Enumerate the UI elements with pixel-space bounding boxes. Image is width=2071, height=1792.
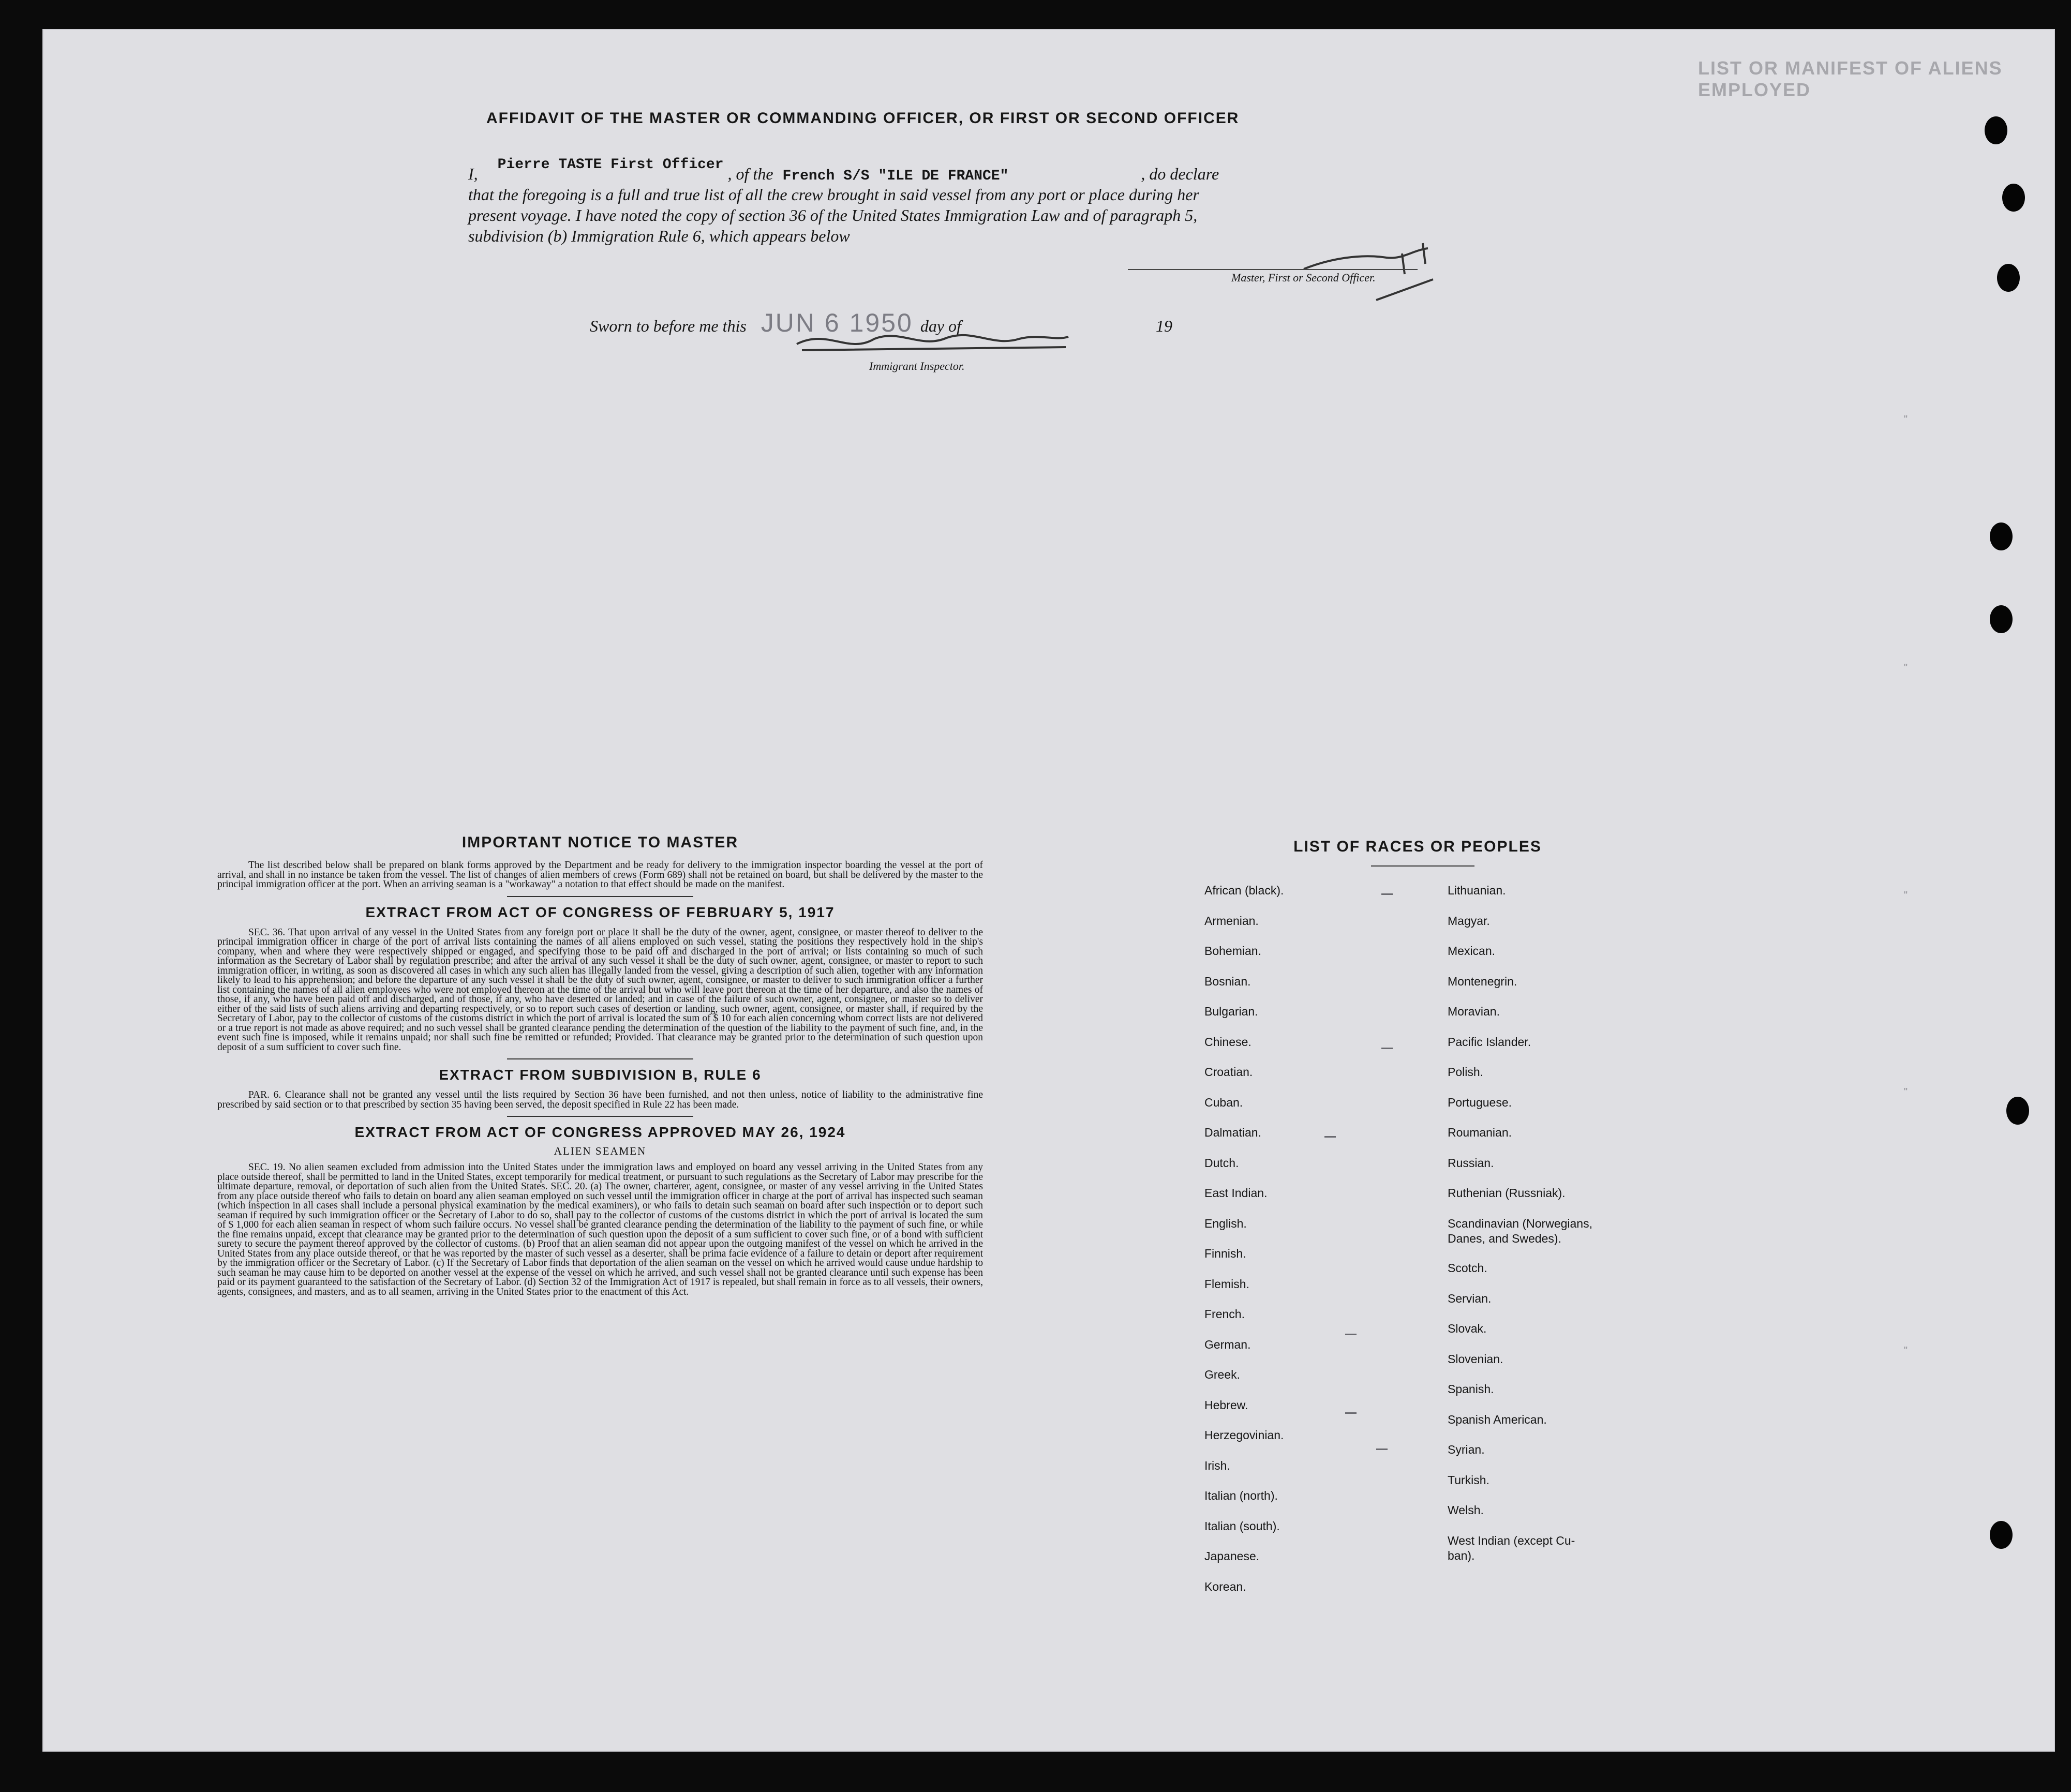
race-item: Bulgarian.	[1204, 1005, 1258, 1018]
race-item: Slovak.	[1448, 1322, 1487, 1335]
notice-column	[217, 834, 983, 1297]
extract-rule6-title: EXTRACT FROM SUBDIVISION B, RULE 6	[439, 1067, 762, 1083]
race-item: Slovenian.	[1448, 1352, 1503, 1366]
date-stamp: JUN 6 1950	[761, 308, 913, 337]
edge-mark: "	[1904, 414, 1908, 425]
race-item: German.	[1204, 1337, 1251, 1351]
race-item: Italian (north).	[1204, 1489, 1278, 1502]
punch-hole	[2002, 184, 2025, 212]
race-item: Scandinavian (Norwegians, Danes, and Swedes).	[1448, 1216, 1592, 1245]
race-item: Flemish.	[1204, 1277, 1249, 1291]
affidavit-line-4: subdivision (b) Immigration Rule 6, which appears below	[468, 227, 850, 245]
race-item: East Indian.	[1204, 1186, 1268, 1200]
affidavit-line-1: I, Pierre TASTE First Officer , of the French S/S "ILE DE FRANCE" , do declare	[468, 157, 1219, 184]
extract-1917-body: SEC. 36. That upon arrival of any vessel in the United States from any foreign port or place it shall be the duty of the owner, agent, consignee, or master thereof to deliver to the principal immigration officer in charge of the port of arrival lists containing the names of all aliens employed on such vessel, stating the positions they respectively hold in the ship's company, when and where they were respectively shipped or engaged, and specifying those to be paid off and discharged in the port of arrival; or lists containing so much of such information as the Secretary of Labor shall by regulation prescribe; and after the arrival of any such vessel it shall be the duty of such owner, agent, consignee, or master to report to such immigration officer, in writing, as soon as discovered all cases in which any such alien has illegally landed from the vessel, giving a description of such alien, together with any information likely to lead to his apprehension; and before the departure of any such vessel it shall be the duty of such owner, agent, consignee, or master to deliver to such immigration officer a further list containing the names of all alien employees who were not employed thereon at the time of the arrival but who will leave port thereon at the time of her departure, and also the names of those, if any, who have been paid off and discharged, and of those, if any, who have deserted or landed; and in case of the failure of such owner, agent, consignee, or master so to deliver either of the said lists of such aliens arriving and departing respectively, or so to report such cases of desertion or landing, such owner, agent, consignee, or master shall, if required by the Secretary of Labor, pay to the collector of customs of the customs district in which the port of arrival is located the sum of $ 10 for each alien concerning whom correct lists are not delivered or a true report is not made as above required; and no such vessel shall be granted clearance pending the determination of the question of the liability to the payment of such fine, and, in the event such fine is imposed, while it remains unpaid; nor shall such fine be remitted or refunded; Provided. That clearance may be granted prior to the determination of such question upon deposit of a sum sufficient to cover such fine.	[217, 927, 983, 1053]
punch-hole	[2006, 1097, 2029, 1125]
race-item: Turkish.	[1448, 1473, 1489, 1487]
punch-hole	[1990, 522, 2013, 550]
bleedthrough-text: LIST OR MANIFEST OF ALIENS EMPLOYED	[1698, 57, 2003, 100]
race-item: Irish.	[1204, 1458, 1230, 1472]
race-item: Roumanian.	[1448, 1126, 1512, 1139]
race-item: Bosnian.	[1204, 974, 1251, 988]
edge-mark: "	[1904, 1086, 1908, 1098]
race-item: Welsh.	[1448, 1503, 1484, 1517]
edge-mark: "	[1904, 662, 1908, 674]
race-item: Ruthenian (Russniak).	[1448, 1186, 1566, 1200]
race-item: Magyar.	[1448, 914, 1490, 928]
punch-hole	[1990, 605, 2013, 633]
extract-rule6-body: PAR. 6. Clearance shall not be granted any vessel until the lists required by Section 36 have been furnished, and not then unless, notice of liability to the administrative fine prescribed by said section or to that prescribed by section 35 having been served, the deposit specified in Rule 22 has been made.	[217, 1089, 983, 1110]
inspector-signature	[786, 318, 1076, 365]
race-item: Mexican.	[1448, 944, 1496, 958]
race-item: Japanese.	[1204, 1549, 1260, 1563]
race-item: Chinese.	[1204, 1035, 1251, 1049]
race-item: Spanish American.	[1448, 1412, 1547, 1426]
races-title: LIST OF RACES OR PEOPLES	[1293, 838, 1542, 855]
divider	[507, 1058, 693, 1059]
divider	[1371, 865, 1474, 867]
race-item: Armenian.	[1204, 914, 1259, 928]
race-item: Servian.	[1448, 1291, 1492, 1305]
race-item: Bohemian.	[1204, 944, 1261, 958]
race-item: Montenegrin.	[1448, 974, 1517, 988]
affidavit-title: AFFIDAVIT OF THE MASTER OR COMMANDING OFFICER, OR FIRST OR SECOND OFFICER	[486, 110, 1240, 127]
race-item: Dutch.	[1204, 1156, 1239, 1170]
race-item: Polish.	[1448, 1065, 1484, 1079]
race-item: African (black).	[1204, 884, 1284, 897]
edge-mark: "	[1904, 890, 1908, 901]
extract-1924-title: EXTRACT FROM ACT OF CONGRESS APPROVED MAY 26, 1924	[354, 1124, 846, 1140]
race-item: Spanish.	[1448, 1382, 1494, 1396]
race-item: Moravian.	[1448, 1005, 1500, 1018]
race-item: Korean.	[1204, 1579, 1246, 1593]
race-item: Cuban.	[1204, 1095, 1243, 1109]
leader-dash	[1345, 1334, 1357, 1335]
sworn-line: Sworn to before me this JUN 6 1950 day of 19	[590, 308, 1172, 337]
race-item: Lithuanian.	[1448, 884, 1506, 897]
officer-name: Pierre TASTE First Officer	[497, 157, 724, 173]
race-item: Croatian.	[1204, 1065, 1253, 1079]
race-item: Herzegovinian.	[1204, 1428, 1284, 1442]
race-item: Finnish.	[1204, 1247, 1246, 1260]
affidavit-line-3: present voyage. I have noted the copy of section 36 of the United States Immigration Law and of paragraph 5,	[468, 206, 1198, 225]
race-item: Hebrew.	[1204, 1398, 1248, 1412]
leader-dash	[1376, 1448, 1388, 1450]
signature-label: Master, First or Second Officer.	[1231, 271, 1376, 284]
race-item: Portuguese.	[1448, 1095, 1512, 1109]
punch-hole	[1985, 116, 2007, 144]
race-item: Pacific Islander.	[1448, 1035, 1531, 1049]
divider	[507, 1116, 693, 1117]
affidavit-line-2: that the foregoing is a full and true list of all the crew brought in said vessel from any port or place during her	[468, 185, 1199, 204]
leader-dash	[1381, 1048, 1393, 1049]
edge-mark: "	[1904, 1345, 1908, 1356]
race-item: Russian.	[1448, 1156, 1494, 1170]
notice-title: IMPORTANT NOTICE TO MASTER	[461, 834, 739, 851]
race-item: Scotch.	[1448, 1261, 1487, 1275]
inspector-label: Immigrant Inspector.	[869, 360, 965, 372]
extract-1924-body: SEC. 19. No alien seamen excluded from admission into the United States under the immigration laws and employed on board any vessel arriving in the United States from any place outside thereof, shall be permitted to land in the United States, except temporarily for medical treatment, or pursuant to such regulations as the Secretary of Labor may prescribe for the ultimate departure, removal, or deportation of such alien from the United States. SEC. 20. (a) The owner, charterer, agent, consignee, or master of any vessel arriving in the United States from any place outside thereof who fails to detain on board any alien seaman employed on such vessel until the immigration officer in charge at the port of arrival has inspected such seaman (which inspection in all cases shall include a personal physical examination by the medical examiners), or who fails to detain such seaman on board after such inspection or to deport such seaman if required by such immigration officer or the Secretary of Labor to do so, shall pay to the collector of customs of the customs district in which the port of arrival is located the sum of $ 1,000 for each alien seaman in respect of whom such failure occurs. No vessel shall be granted clearance pending the determination of the liability to the payment of such fine, or while the fine remains unpaid, except that clearance may be granted prior to the determination of such question upon the deposit of a sum sufficient to cover such fine, or of a bond with sufficient surety to secure the payment thereof approved by the collector of customs. (b) Proof that an alien seaman did not appear upon the outgoing manifest of the vessel on which he arrived in the United States from any place outside thereof, or that he was reported by the master of such vessel as a deserter, shall be prima facie evidence of a failure to detain or deport after requirement by the immigration officer or the Secretary of Labor. (c) If the Secretary of Labor finds that deportation of the alien seaman on the vessel on which he arrived would cause undue hardship to such seaman he may cause him to be deported on another vessel at the expense of the vessel on which he arrived, and such vessel shall not be granted clearance until such expense has been paid or its payment guaranteed to the satisfaction of the Secretary of Labor. (d) Section 32 of the Immigration Act of 1917 is repealed, but shall remain in force as to all vessels, their owners, agents, consignees, and masters, and as to all seamen, arriving in the United States prior to the enactment of this Act.	[217, 1162, 983, 1297]
leader-dash	[1345, 1412, 1357, 1414]
race-item: Greek.	[1204, 1368, 1241, 1381]
race-item: West Indian (except Cu- ban).	[1448, 1533, 1575, 1562]
race-item: Italian (south).	[1204, 1519, 1280, 1533]
extract-1917-title: EXTRACT FROM ACT OF CONGRESS OF FEBRUARY 5, 1917	[365, 904, 835, 920]
punch-hole	[1997, 264, 2020, 292]
race-item: Syrian.	[1448, 1443, 1485, 1456]
notice-body: The list described below shall be prepared on blank forms approved by the Department and be ready for delivery to the immigration inspector boarding the vessel at the port of arrival, and shall in no instance be taken from the vessel. The list of changes of alien members of crews (Form 689) shall not be retained on board, but shall be delivered by the master to the principal immigration officer at the port. When an arriving seaman is a "workaway" a notation to that effect should be made on the manifest.	[217, 860, 983, 890]
divider	[507, 896, 693, 897]
leader-dash	[1381, 893, 1393, 895]
punch-hole	[1990, 1521, 2013, 1549]
race-item: Dalmatian.	[1204, 1126, 1261, 1139]
leader-dash	[1324, 1136, 1336, 1138]
vessel-name: French S/S "ILE DE FRANCE"	[782, 168, 1009, 184]
race-item: English.	[1204, 1216, 1247, 1230]
extract-1924-subtitle: ALIEN SEAMEN	[554, 1145, 647, 1157]
race-item: French.	[1204, 1307, 1245, 1321]
signature-line	[1128, 269, 1418, 270]
